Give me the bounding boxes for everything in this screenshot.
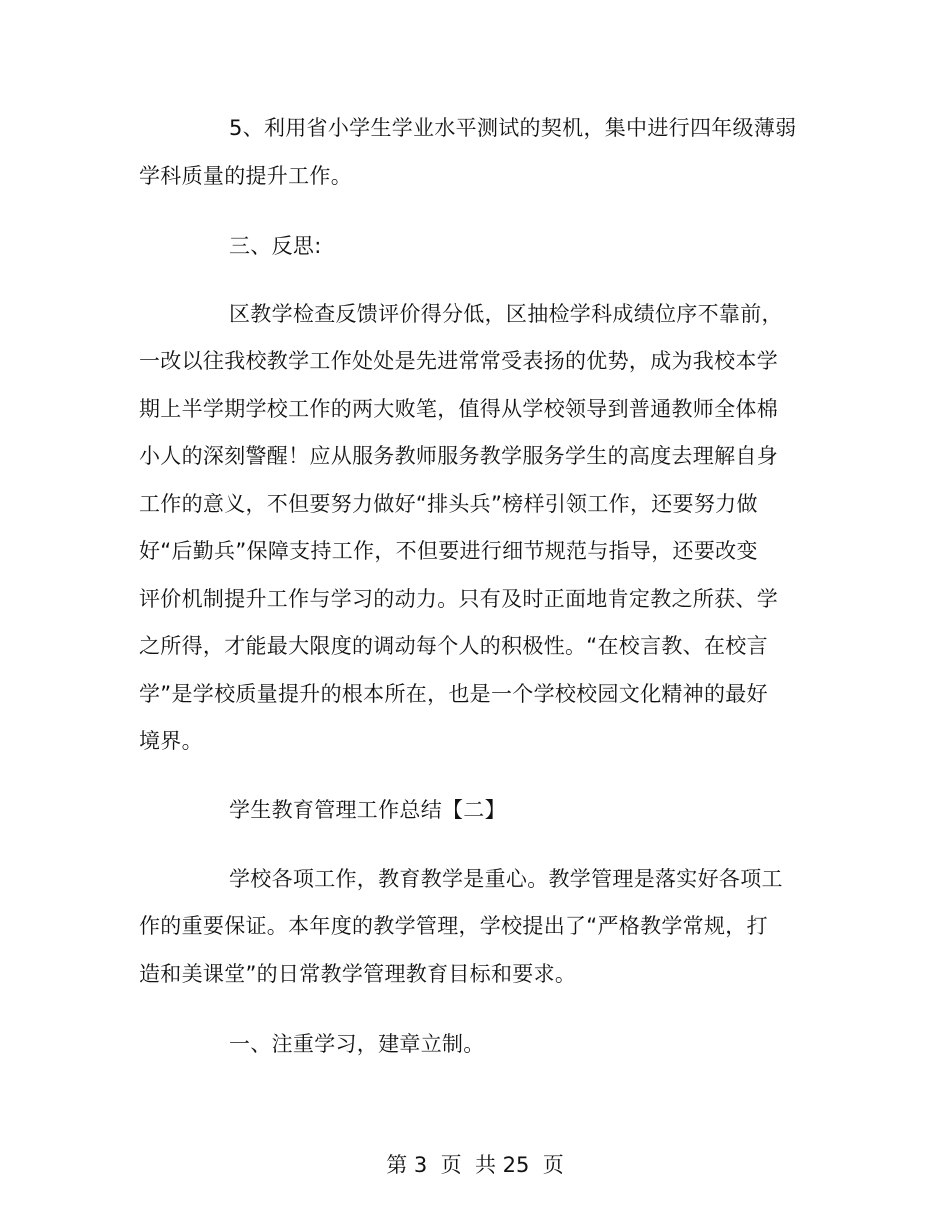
paragraph-line: 评价机制提升工作与学习的动力。只有及时正面地肯定教之所获、学 [139, 587, 778, 611]
paragraph-line: 小人的深刻警醒！应从服务教师服务教学服务学生的高度去理解自身 [139, 444, 778, 468]
paragraph-line: 期上半学期学校工作的两大败笔，值得从学校领导到普通教师全体棉 [139, 397, 778, 421]
page-number-footer: 第 3 页 共 25 页 [386, 1153, 564, 1177]
paragraph-line: 造和美课堂”的日常教学管理教育目标和要求。 [139, 962, 577, 986]
paragraph-line: 学校各项工作，教育教学是重心。教学管理是落实好各项工 [229, 867, 783, 891]
paragraph-line: 境界。 [139, 729, 203, 753]
paragraph-line: 区教学检查反馈评价得分低，区抽检学科成绩位序不靠前， [229, 302, 783, 326]
paragraph-line: 之所得，才能最大限度的调动每个人的积极性。“在校言教、在校言 [139, 634, 768, 658]
paragraph-line: 作的重要保证。本年度的教学管理，学校提出了“严格教学常规，打 [139, 914, 768, 938]
paragraph-line: 学科质量的提升工作。 [139, 164, 352, 188]
document-subtitle: 学生教育管理工作总结【二】 [229, 798, 506, 822]
paragraph-line: 学”是学校质量提升的根本所在，也是一个学校校园文化精神的最好 [139, 682, 768, 706]
section-heading: 三、反思: [229, 234, 322, 258]
paragraph-line: 工作的意义，不但要努力做好“排头兵”榜样引领工作，还要努力做 [139, 492, 758, 516]
paragraph-line: 一改以往我校教学工作处处是先进常常受表扬的优势，成为我校本学 [139, 349, 778, 373]
paragraph-line: 5、利用省小学生学业水平测试的契机，集中进行四年级薄弱 [229, 116, 797, 140]
paragraph-line: 好“后勤兵”保障支持工作，不但要进行细节规范与指导，还要改变 [139, 539, 758, 563]
section-heading: 一、注重学习，建章立制。 [229, 1032, 485, 1056]
